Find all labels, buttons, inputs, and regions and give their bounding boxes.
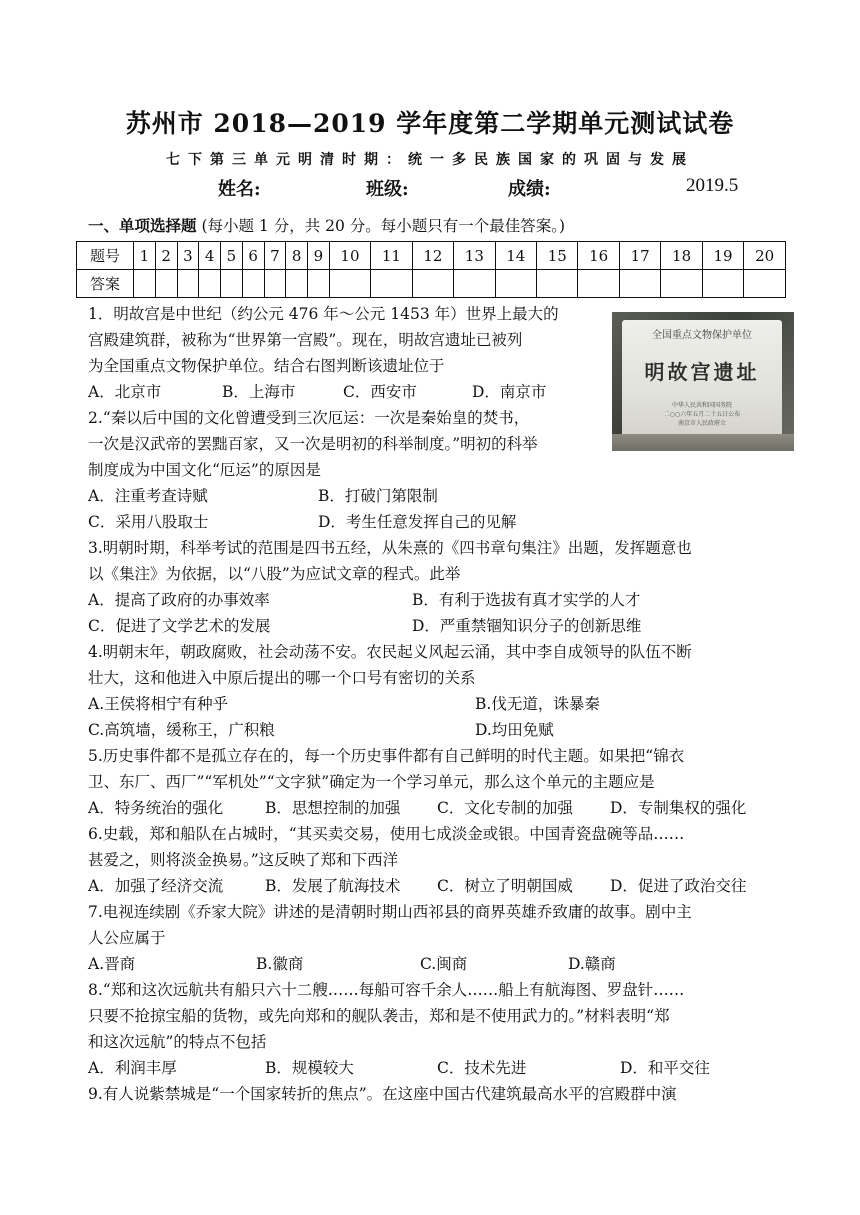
question-number-cell: 8: [286, 242, 308, 270]
answer-cell[interactable]: [329, 270, 370, 298]
question-6-line: 6.史载，郑和船队在占城时，“其买卖交易，使用七成淡金或银。中国青瓷盘碗等品……: [88, 825, 685, 843]
question-6-option-d: D．促进了政治交往: [610, 877, 747, 895]
answer-table-answer-row: [77, 270, 786, 298]
question-3-option-a: A．提高了政府的办事效率: [88, 591, 270, 609]
question-2-line: 2.“秦以后中国的文化曾遭受到三次厄运：一次是秦始皇的焚书，: [88, 409, 530, 427]
question-number-cell: 7: [264, 242, 286, 270]
question-9-line: 9.有人说紫禁城是“一个国家转折的焦点”。在这座中国古代建筑最高水平的宫殿群中演: [88, 1085, 677, 1103]
question-number-cell: 6: [242, 242, 264, 270]
stone-small-line: 南京市人民政府立: [677, 420, 726, 427]
question-number-cell: 13: [454, 242, 495, 270]
heritage-stone-tablet: [622, 320, 782, 438]
question-8-line: 和这次远航”的特点不包括: [88, 1033, 267, 1051]
question-number-cell: 2: [155, 242, 177, 270]
question-number-cell: 18: [661, 242, 702, 270]
question-4-option-b: B.伐无道，诛暴秦: [475, 695, 600, 713]
answer-cell[interactable]: [308, 270, 330, 298]
stone-base: [612, 434, 794, 451]
question-2-option-a: A．注重考查诗赋: [88, 487, 208, 505]
exam-date: 2019.5: [686, 175, 739, 196]
question-number-cell: 19: [702, 242, 743, 270]
section-heading: [88, 214, 565, 236]
question-7-option-c: C.闽商: [420, 955, 468, 973]
answer-cell[interactable]: [702, 270, 743, 298]
question-4-line: 4.明朝末年，朝政腐败，社会动荡不安。农民起义风起云涌，其中李自成领导的队伍不断: [88, 643, 692, 661]
question-7-line: 7.电视连续剧《乔家大院》讲述的是清朝时期山西祁县的商界英雄乔致庸的故事。剧中主: [88, 903, 692, 921]
question-8-option-a: A．利润丰厚: [88, 1059, 177, 1077]
question-6-option-b: B．发展了航海技术: [265, 877, 401, 895]
question-5-option-c: C．文化专制的加强: [437, 799, 573, 817]
answer-cell[interactable]: [578, 270, 619, 298]
question-5-option-a: A．特务统治的强化: [88, 799, 224, 817]
question-3-line: 3.明朝时期，科举考试的范围是四书五经，从朱熹的《四书章句集注》出题，发挥题意也: [88, 539, 692, 557]
question-number-cell: 20: [744, 242, 786, 270]
section-note: (每小题 1 分，共 20 分。每小题只有一个最佳答案。): [201, 217, 566, 235]
question-8-option-b: B．规模较大: [265, 1059, 354, 1077]
question-1-line: 宫殿建筑群，被称为“世界第一宫殿”。现在，明故宫遗址已被列: [88, 331, 523, 349]
question-7-option-b: B.徽商: [256, 955, 304, 973]
question-6-option-a: A．加强了经济交流: [88, 877, 224, 895]
answer-table-number-row: [77, 242, 786, 270]
answer-cell[interactable]: [199, 270, 221, 298]
question-number-cell: 1: [134, 242, 156, 270]
question-7-option-d: D.赣商: [568, 955, 616, 973]
stone-heritage-heading: 全国重点文物保护单位: [652, 330, 752, 341]
answer-cell[interactable]: [744, 270, 786, 298]
question-1-option-c: C．西安市: [343, 383, 417, 401]
answer-cell[interactable]: [371, 270, 412, 298]
answer-cell[interactable]: [619, 270, 660, 298]
stone-small-line: 中华人民共和国国务院: [671, 402, 732, 409]
stone-small-line: 二○○六年五月二十五日公布: [663, 411, 741, 418]
section-title: 一、单项选择题: [88, 216, 197, 235]
ming-palace-site-photo: [612, 312, 794, 451]
answer-cell[interactable]: [495, 270, 536, 298]
answer-cell[interactable]: [177, 270, 199, 298]
question-5-line: 5.历史事件都不是孤立存在的，每一个历史事件都有自己鲜明的时代主题。如果把“锦衣: [88, 747, 685, 765]
page-subtitle: 七下第三单元明清时期：统一多民族国家的巩固与发展: [166, 152, 694, 168]
question-4-option-d: D.均田免赋: [475, 721, 554, 739]
row-label-answer: 答案: [77, 270, 134, 298]
question-number-cell: 15: [537, 242, 578, 270]
answer-cell[interactable]: [242, 270, 264, 298]
question-number-cell: 11: [371, 242, 412, 270]
page-title: 苏州市 2018—2019 学年度第二学期单元测试试卷: [125, 109, 735, 138]
stone-site-name: 明故宫遗址: [644, 360, 760, 384]
question-number-cell: 10: [329, 242, 370, 270]
answer-cell[interactable]: [286, 270, 308, 298]
answer-cell[interactable]: [155, 270, 177, 298]
question-1-option-b: B．上海市: [222, 383, 296, 401]
question-4-option-a: A.王侯将相宁有种乎: [88, 695, 229, 713]
answer-cell[interactable]: [134, 270, 156, 298]
question-7-line: 人公应属于: [88, 929, 166, 947]
question-3-line: 以《集注》为依据，以“八股”为应试文章的程式。此举: [88, 565, 461, 583]
question-5-line: 卫、东厂、西厂”“军机处”“文字狱”确定为一个学习单元，那么这个单元的主题应是: [88, 773, 655, 791]
question-6-option-c: C．树立了明朝国威: [437, 877, 573, 895]
question-5-option-b: B．思想控制的加强: [265, 799, 401, 817]
question-1-line: 为全国重点文物保护单位。结合右图判断该遗址位于: [88, 357, 445, 375]
question-number-cell: 12: [412, 242, 453, 270]
question-number-cell: 16: [578, 242, 619, 270]
name-label: 姓名:: [218, 179, 261, 200]
answer-cell[interactable]: [454, 270, 495, 298]
question-2-line: 制度成为中国文化“厄运”的原因是: [88, 461, 321, 479]
question-3-option-c: C．促进了文学艺术的发展: [88, 617, 271, 635]
answer-cell[interactable]: [412, 270, 453, 298]
question-2-option-b: B．打破门第限制: [318, 487, 438, 505]
question-4-option-c: C.高筑墙，缓称王，广积粮: [88, 721, 275, 739]
question-8-option-d: D．和平交往: [620, 1059, 710, 1077]
question-number-cell: 17: [619, 242, 660, 270]
question-3-option-b: B．有利于选拔有真才实学的人才: [412, 591, 641, 609]
question-1-option-d: D．南京市: [472, 383, 547, 401]
row-label-number: 题号: [77, 242, 134, 270]
question-number-cell: 14: [495, 242, 536, 270]
question-5-option-d: D．专制集权的强化: [610, 799, 747, 817]
question-number-cell: 4: [199, 242, 221, 270]
question-8-line: 只要不抢掠宝船的货物，或先向郑和的舰队袭击，郑和是不使用武力的。”材料表明“郑: [88, 1007, 670, 1025]
question-6-line: 甚爱之，则将淡金换易。”这反映了郑和下西洋: [88, 851, 399, 869]
question-1-option-a: A．北京市: [88, 383, 162, 401]
question-7-option-a: A.晋商: [88, 955, 136, 973]
question-8-line: 8.“郑和这次远航共有船只六十二艘……每船可容千余人……船上有航海图、罗盘针……: [88, 981, 685, 999]
question-2-line: 一次是汉武帝的罢黜百家，又一次是明初的科举制度。”明初的科举: [88, 435, 538, 453]
question-1-line: 1．明故宫是中世纪（约公元 476 年～公元 1453 年）世界上最大的: [88, 305, 559, 323]
question-8-option-c: C．技术先进: [437, 1059, 527, 1077]
score-label: 成绩:: [508, 179, 551, 200]
class-label: 班级:: [366, 179, 409, 200]
question-number-cell: 5: [221, 242, 243, 270]
answer-cell[interactable]: [221, 270, 243, 298]
question-2-option-d: D．考生任意发挥自己的见解: [318, 513, 517, 531]
answer-cell[interactable]: [264, 270, 286, 298]
answer-cell[interactable]: [537, 270, 578, 298]
answer-table: [76, 241, 786, 298]
answer-cell[interactable]: [661, 270, 702, 298]
question-number-cell: 9: [308, 242, 330, 270]
question-number-cell: 3: [177, 242, 199, 270]
question-3-option-d: D．严重禁锢知识分子的创新思维: [412, 617, 642, 635]
question-2-option-c: C．采用八股取士: [88, 513, 209, 531]
question-4-line: 壮大，这和他进入中原后提出的哪一个口号有密切的关系: [88, 669, 476, 687]
